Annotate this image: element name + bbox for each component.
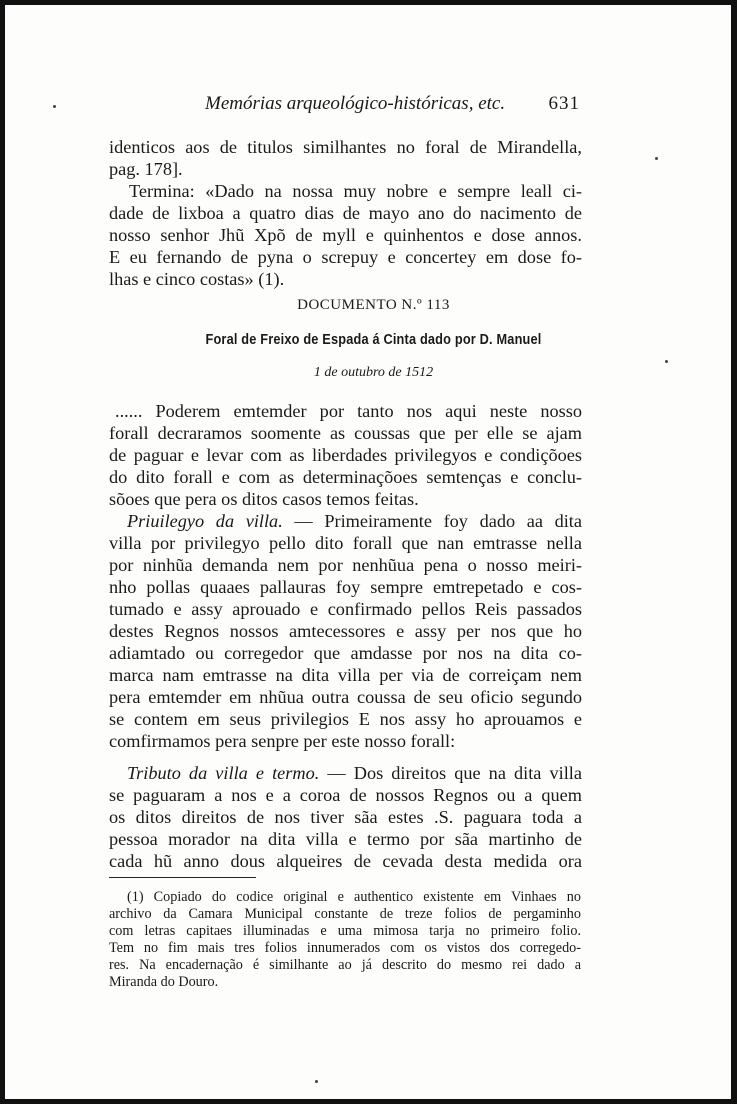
text-line: sõoes que pera os ditos casos temos feitas. — [109, 489, 419, 509]
footnote-line: archivo da Camara Municipal constante de treze folios de pergaminho — [109, 906, 581, 922]
text-line: pera emtemder em nhũua outra coussa de seu oficio segundo — [109, 687, 582, 707]
text-line: Termina: «Dado na nossa muy nobre e sempre leall ci- — [129, 181, 582, 201]
text-line: de paguar e levar com as liberdades privilegyos e condiçõoes — [109, 445, 582, 465]
text-line: tumado e assy aprouado e confirmado pellos Reis passados — [109, 599, 582, 619]
section-heading: Tributo da villa e termo. — [127, 763, 320, 783]
text-line: E eu fernando de pyna o screpuy e concertey em dose fo- — [109, 247, 582, 267]
text-run: — Dos direitos que na dita villa — [319, 763, 582, 783]
text-line: dade de lixboa a quatro dias de mayo ano do nacimento de — [109, 203, 582, 223]
document-title: DOCUMENTO N.º 113 — [297, 297, 450, 313]
footnote-rule — [109, 877, 256, 878]
text-line: marca nam emtrasse na dita villa per via de correiçam nem — [109, 665, 582, 685]
scan-speck — [665, 360, 668, 363]
footnote-line: (1) Copiado do codice original e authentico existente em Vinhaes no — [127, 889, 581, 905]
scan-speck — [315, 1080, 318, 1083]
text-run: — Primeiramente foy dado aa dita — [282, 511, 582, 531]
text-line: destes Regnos nossos amtecessores e assy per nos que ho — [109, 621, 582, 641]
page-number: 631 — [548, 93, 580, 114]
text-line: identicos aos de titulos similhantes no foral de Mirandella, — [109, 137, 582, 157]
text-line: forall decraramos soomente as coussas que per elle se ajam — [109, 423, 582, 443]
text-line: ...... Poderem emtemder por tanto nos aqui neste nosso — [115, 401, 582, 421]
footnote-line: com letras capitaes illuminadas e uma mimosa tarja no primeiro folio. — [109, 923, 581, 939]
section-heading: Priuilegyo da villa. — [127, 511, 283, 531]
text-line: pessoa morador na dita villa e termo por sãa martinho de — [109, 829, 582, 849]
scan-speck — [655, 157, 658, 160]
text-line: os ditos direitos de nos tiver sãa estes .S. paguara toda a — [109, 807, 582, 827]
text-line: lhas e cinco costas» (1). — [109, 269, 285, 289]
text-line: do dito forall e com as determinaçõoes semtenças e conclu- — [109, 467, 582, 487]
text-line: adiamtado ou corregedor que amdasse por nos na dita co- — [109, 643, 582, 663]
text-line: nho pollas quaaes pallauras foy sempre emtrepetado e cos- — [109, 577, 582, 597]
text-line: se contem em seus privilegios E nos assy ho aprouamos e — [109, 709, 582, 729]
running-head — [110, 93, 580, 119]
text-line: nosso senhor Jhũ Xpõ de myll e quinhentos e dose annos. — [109, 225, 582, 245]
document-date: 1 de outubro de 1512 — [313, 365, 434, 380]
footnote-line: Tem no fim mais tres folios innumerados com os vistos dos corregedo- — [109, 940, 581, 956]
footnote-line: res. Na encadernação é similhante ao já descrito do mesmo rei dado a — [109, 957, 581, 973]
document-subtitle: Foral de Freixo de Espada á Cinta dado por D. Manuel — [205, 332, 542, 348]
text-line: villa por privilegyo pello dito forall que nan emtrasse nella — [109, 533, 582, 553]
section-first-line — [127, 510, 582, 532]
running-title: Memórias arqueológico-históricas, etc. — [205, 93, 506, 114]
section-first-line — [127, 762, 582, 784]
text-line: por ninhũa demanda nem por nenhũua pena o nosso meiri- — [109, 555, 582, 575]
text-line: comfirmamos pera senpre per este nosso forall: — [109, 731, 456, 751]
text-line: se paguaram a nos e a coroa de nossos Regnos ou a quem — [109, 785, 582, 805]
text-line: pag. 178]. — [109, 159, 183, 179]
scan-speck — [53, 105, 56, 108]
footnote-line: Miranda do Douro. — [109, 974, 219, 990]
text-line: cada hũ anno dous alqueires de cevada desta medida ora — [109, 851, 582, 871]
